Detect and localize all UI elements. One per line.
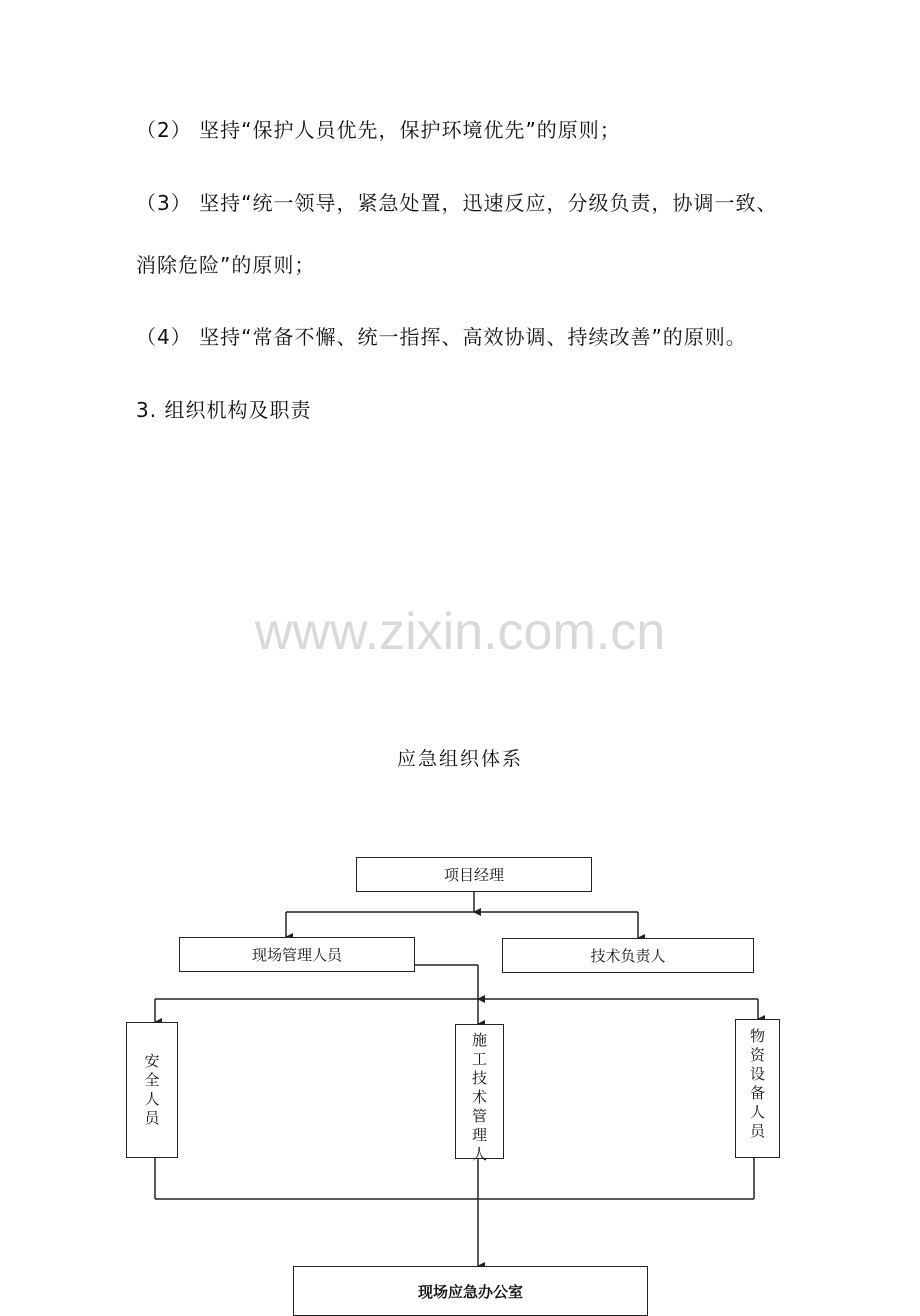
emergency-office-box [293, 1266, 648, 1316]
section-heading: 3. 组织机构及职责 [136, 398, 312, 422]
project-manager-label: 项目经理 [443, 866, 504, 884]
tech-lead-label: 技术负责人 [590, 947, 666, 965]
paragraph-p3-line2: 消除危险”的原则； [136, 253, 316, 277]
construction-tech-box [455, 1024, 504, 1163]
paragraph-p3-line1: （3） 坚持“统一领导，紧急处置，迅速反应，分级负责，协调一致、 [136, 191, 778, 215]
safety-staff-box [126, 1022, 178, 1158]
org-chart-title: 应急组织体系 [396, 748, 523, 770]
materials-staff-label: 物资设备人员 [750, 1027, 766, 1140]
paragraph-p4: （4） 坚持“常备不懈、统一指挥、高效协调、持续改善”的原则。 [136, 325, 747, 349]
safety-staff-label: 安全人员 [144, 1052, 160, 1127]
project-manager-box [356, 857, 592, 892]
site-manager-label: 现场管理人员 [251, 946, 342, 964]
site-manager-box [179, 937, 415, 972]
tech-lead-box [502, 938, 754, 973]
materials-staff-box [735, 1019, 780, 1158]
paragraph-p2: （2） 坚持“保护人员优先，保护环境优先”的原则； [136, 118, 621, 142]
watermark: www.zixin.com.cn [254, 603, 666, 661]
construction-tech-label: 施工技术管理人 [472, 1031, 488, 1163]
emergency-office-label: 现场应急办公室 [417, 1283, 523, 1301]
